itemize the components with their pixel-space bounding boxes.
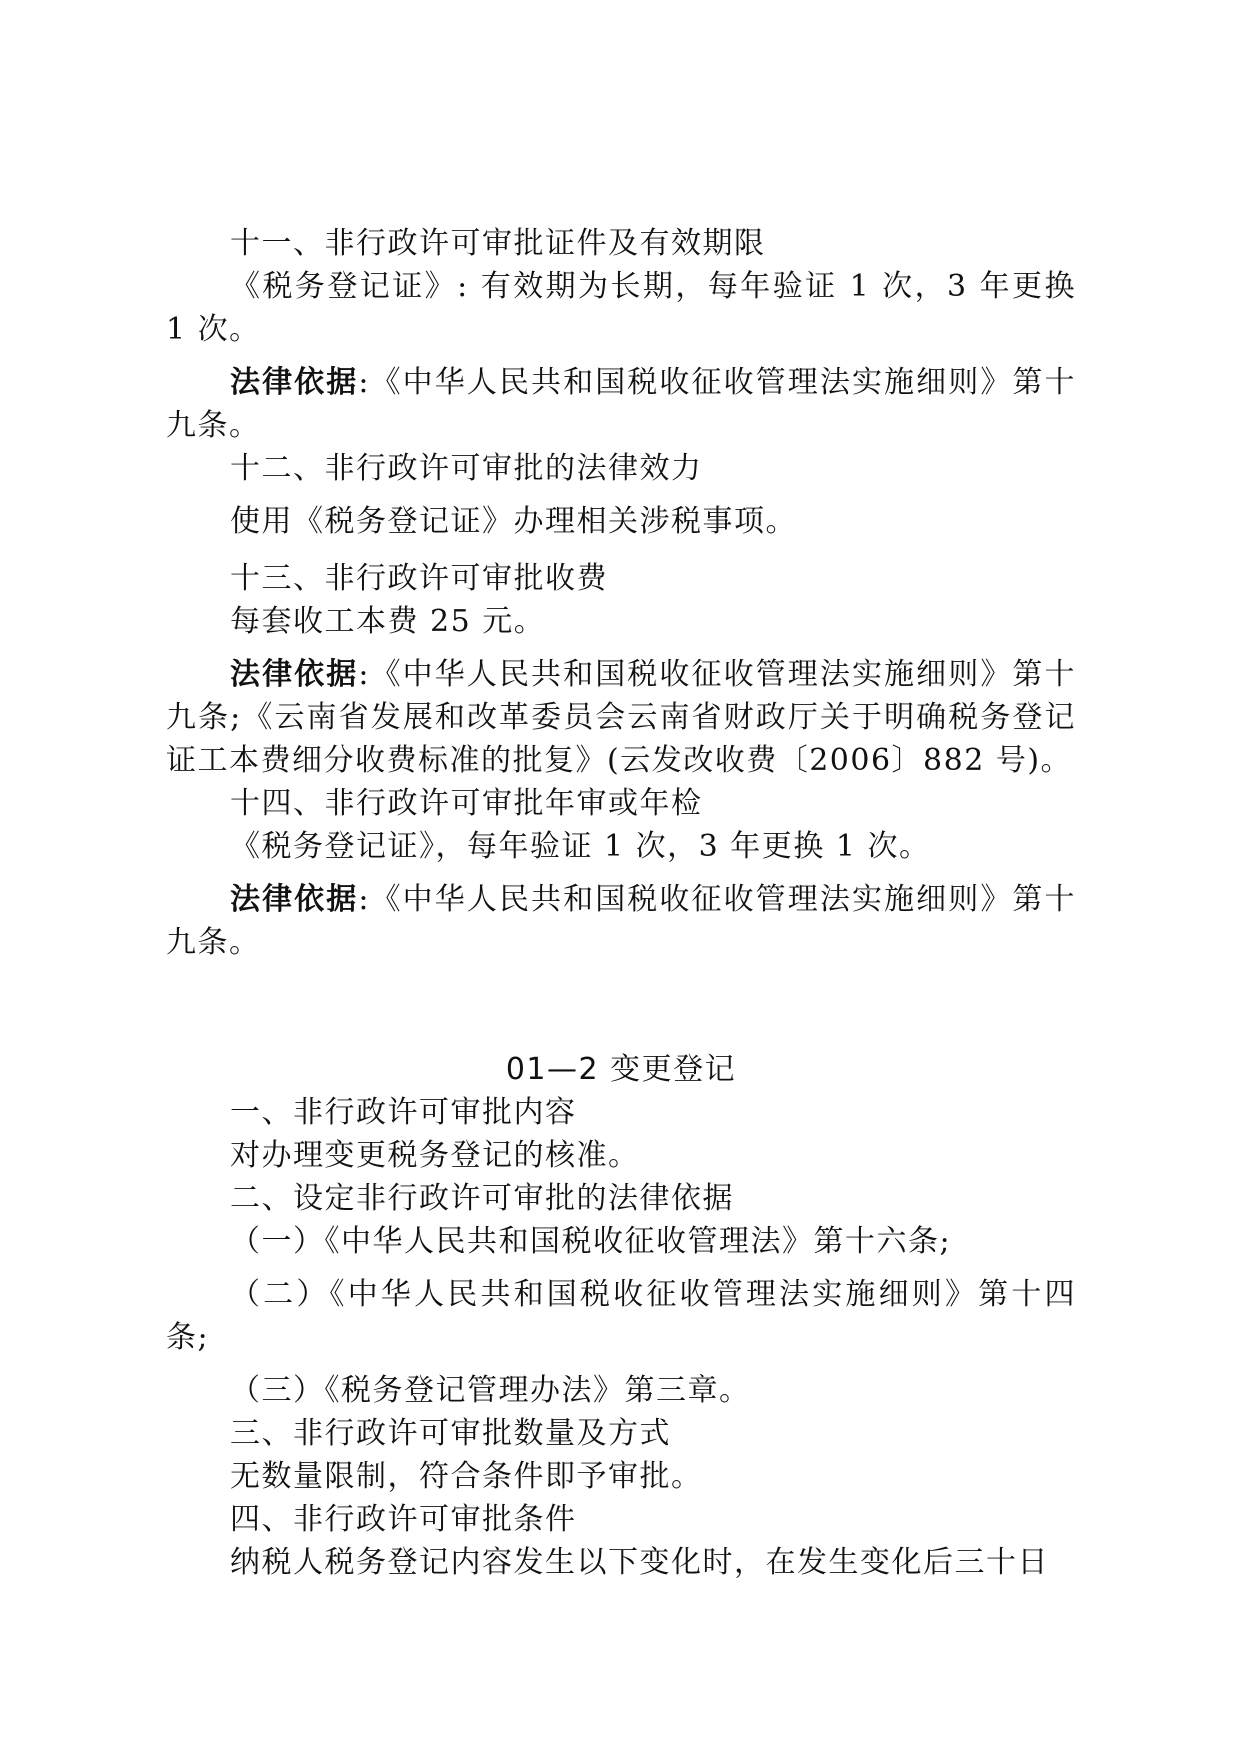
section-12-heading: 十二、非行政许可审批的法律效力 [230, 451, 703, 486]
section-12-body: 使用《税务登记证》办理相关涉税事项。 [230, 504, 797, 539]
legal-basis-text: :《中华人民共和国税收征收管理法实施细则》第十九条。 [166, 882, 1077, 960]
legal-basis-label: 法律依据 [230, 365, 359, 400]
legal-basis-text: :《中华人民共和国税收征收管理法实施细则》第十九条。 [166, 365, 1077, 443]
section-11-heading: 十一、非行政许可审批证件及有效期限 [230, 226, 766, 261]
change-2-heading: 二、设定非行政许可审批的法律依据 [230, 1181, 734, 1216]
section-13-heading: 十三、非行政许可审批收费 [230, 561, 608, 596]
change-4-heading: 四、非行政许可审批条件 [230, 1502, 577, 1537]
section-11-body: 《税务登记证》: 有效期为长期，每年验证 1 次，3 年更换 1 次。 [166, 269, 1076, 347]
section-13-legal-basis [166, 653, 1076, 782]
change-1-body: 对办理变更税务登记的核准。 [230, 1138, 640, 1173]
section-11-legal-basis [166, 361, 1076, 447]
section-13-body: 每套收工本费 25 元。 [230, 604, 546, 639]
document-body [166, 222, 1076, 1584]
change-4-body: 纳税人税务登记内容发生以下变化时，在发生变化后三十日 [230, 1545, 1049, 1580]
change-2-item-3: （三）《税务登记管理办法》第三章。 [230, 1373, 751, 1408]
legal-basis-text: :《中华人民共和国税收征收管理法实施细则》第十九条;《云南省发展和改革委员会云南省财政厅关于明确税务登记证工本费细分收费标准的批复》(云发改收费〔2006〕882 号)。 [166, 657, 1077, 778]
change-2-item-1: （一）《中华人民共和国税收征收管理法》第十六条; [230, 1224, 952, 1259]
legal-basis-label: 法律依据 [230, 882, 359, 917]
change-1-heading: 一、非行政许可审批内容 [230, 1095, 577, 1130]
change-3-body: 无数量限制，符合条件即予审批。 [230, 1459, 703, 1494]
section-14-heading: 十四、非行政许可审批年审或年检 [230, 786, 703, 821]
section-title: 01—2 变更登记 [505, 1052, 737, 1087]
section-14-legal-basis [166, 878, 1076, 964]
section-14-body: 《税务登记证》，每年验证 1 次，3 年更换 1 次。 [230, 829, 931, 864]
change-3-heading: 三、非行政许可审批数量及方式 [230, 1416, 671, 1451]
legal-basis-label: 法律依据 [230, 657, 359, 692]
change-2-item-2: （二）《中华人民共和国税收征收管理法实施细则》第十四条; [166, 1277, 1076, 1355]
